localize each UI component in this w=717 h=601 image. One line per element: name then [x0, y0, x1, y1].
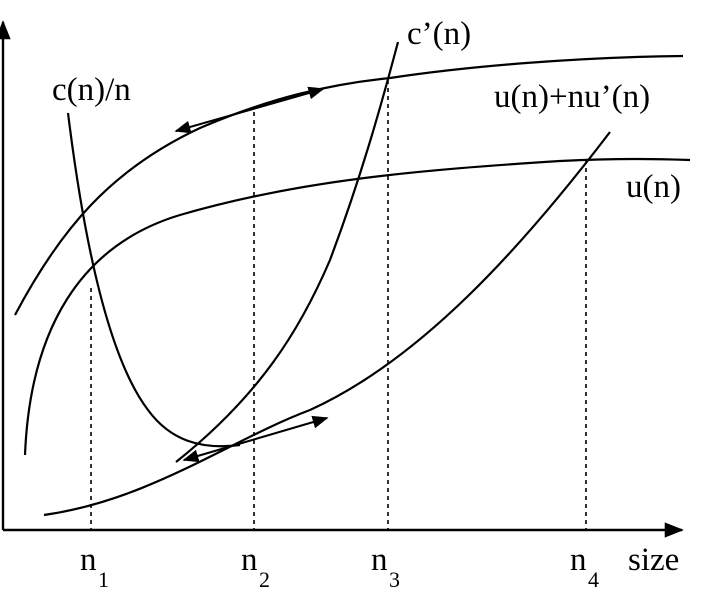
label-c-marg: c’(n) — [407, 16, 472, 52]
curve-c-avg — [68, 113, 240, 446]
curve-u — [25, 159, 690, 455]
tick-n1-sub: 1 — [98, 567, 109, 592]
label-u-plus: u(n)+nu’(n) — [494, 79, 651, 115]
tick-n3 — [371, 542, 400, 592]
tick-n2-base: n — [241, 542, 258, 578]
x-axis-label: size — [628, 542, 680, 578]
tick-n4-sub: 4 — [588, 567, 599, 592]
tick-n1 — [80, 542, 109, 592]
tick-n3-sub: 3 — [389, 567, 400, 592]
curve-convex-lower — [44, 132, 610, 515]
tick-n1-base: n — [80, 542, 97, 578]
label-c-avg: c(n)/n — [52, 72, 131, 108]
tangent-arrow-upper — [176, 89, 323, 131]
tick-n3-base: n — [371, 542, 388, 578]
curve-c-marg — [176, 42, 398, 462]
tick-n2-sub: 2 — [259, 567, 270, 592]
label-u: u(n) — [626, 169, 681, 205]
tangent-arrow-lower — [184, 418, 327, 460]
tick-n4 — [570, 542, 599, 592]
tick-n4-base: n — [570, 542, 587, 578]
tick-n2 — [241, 542, 270, 592]
